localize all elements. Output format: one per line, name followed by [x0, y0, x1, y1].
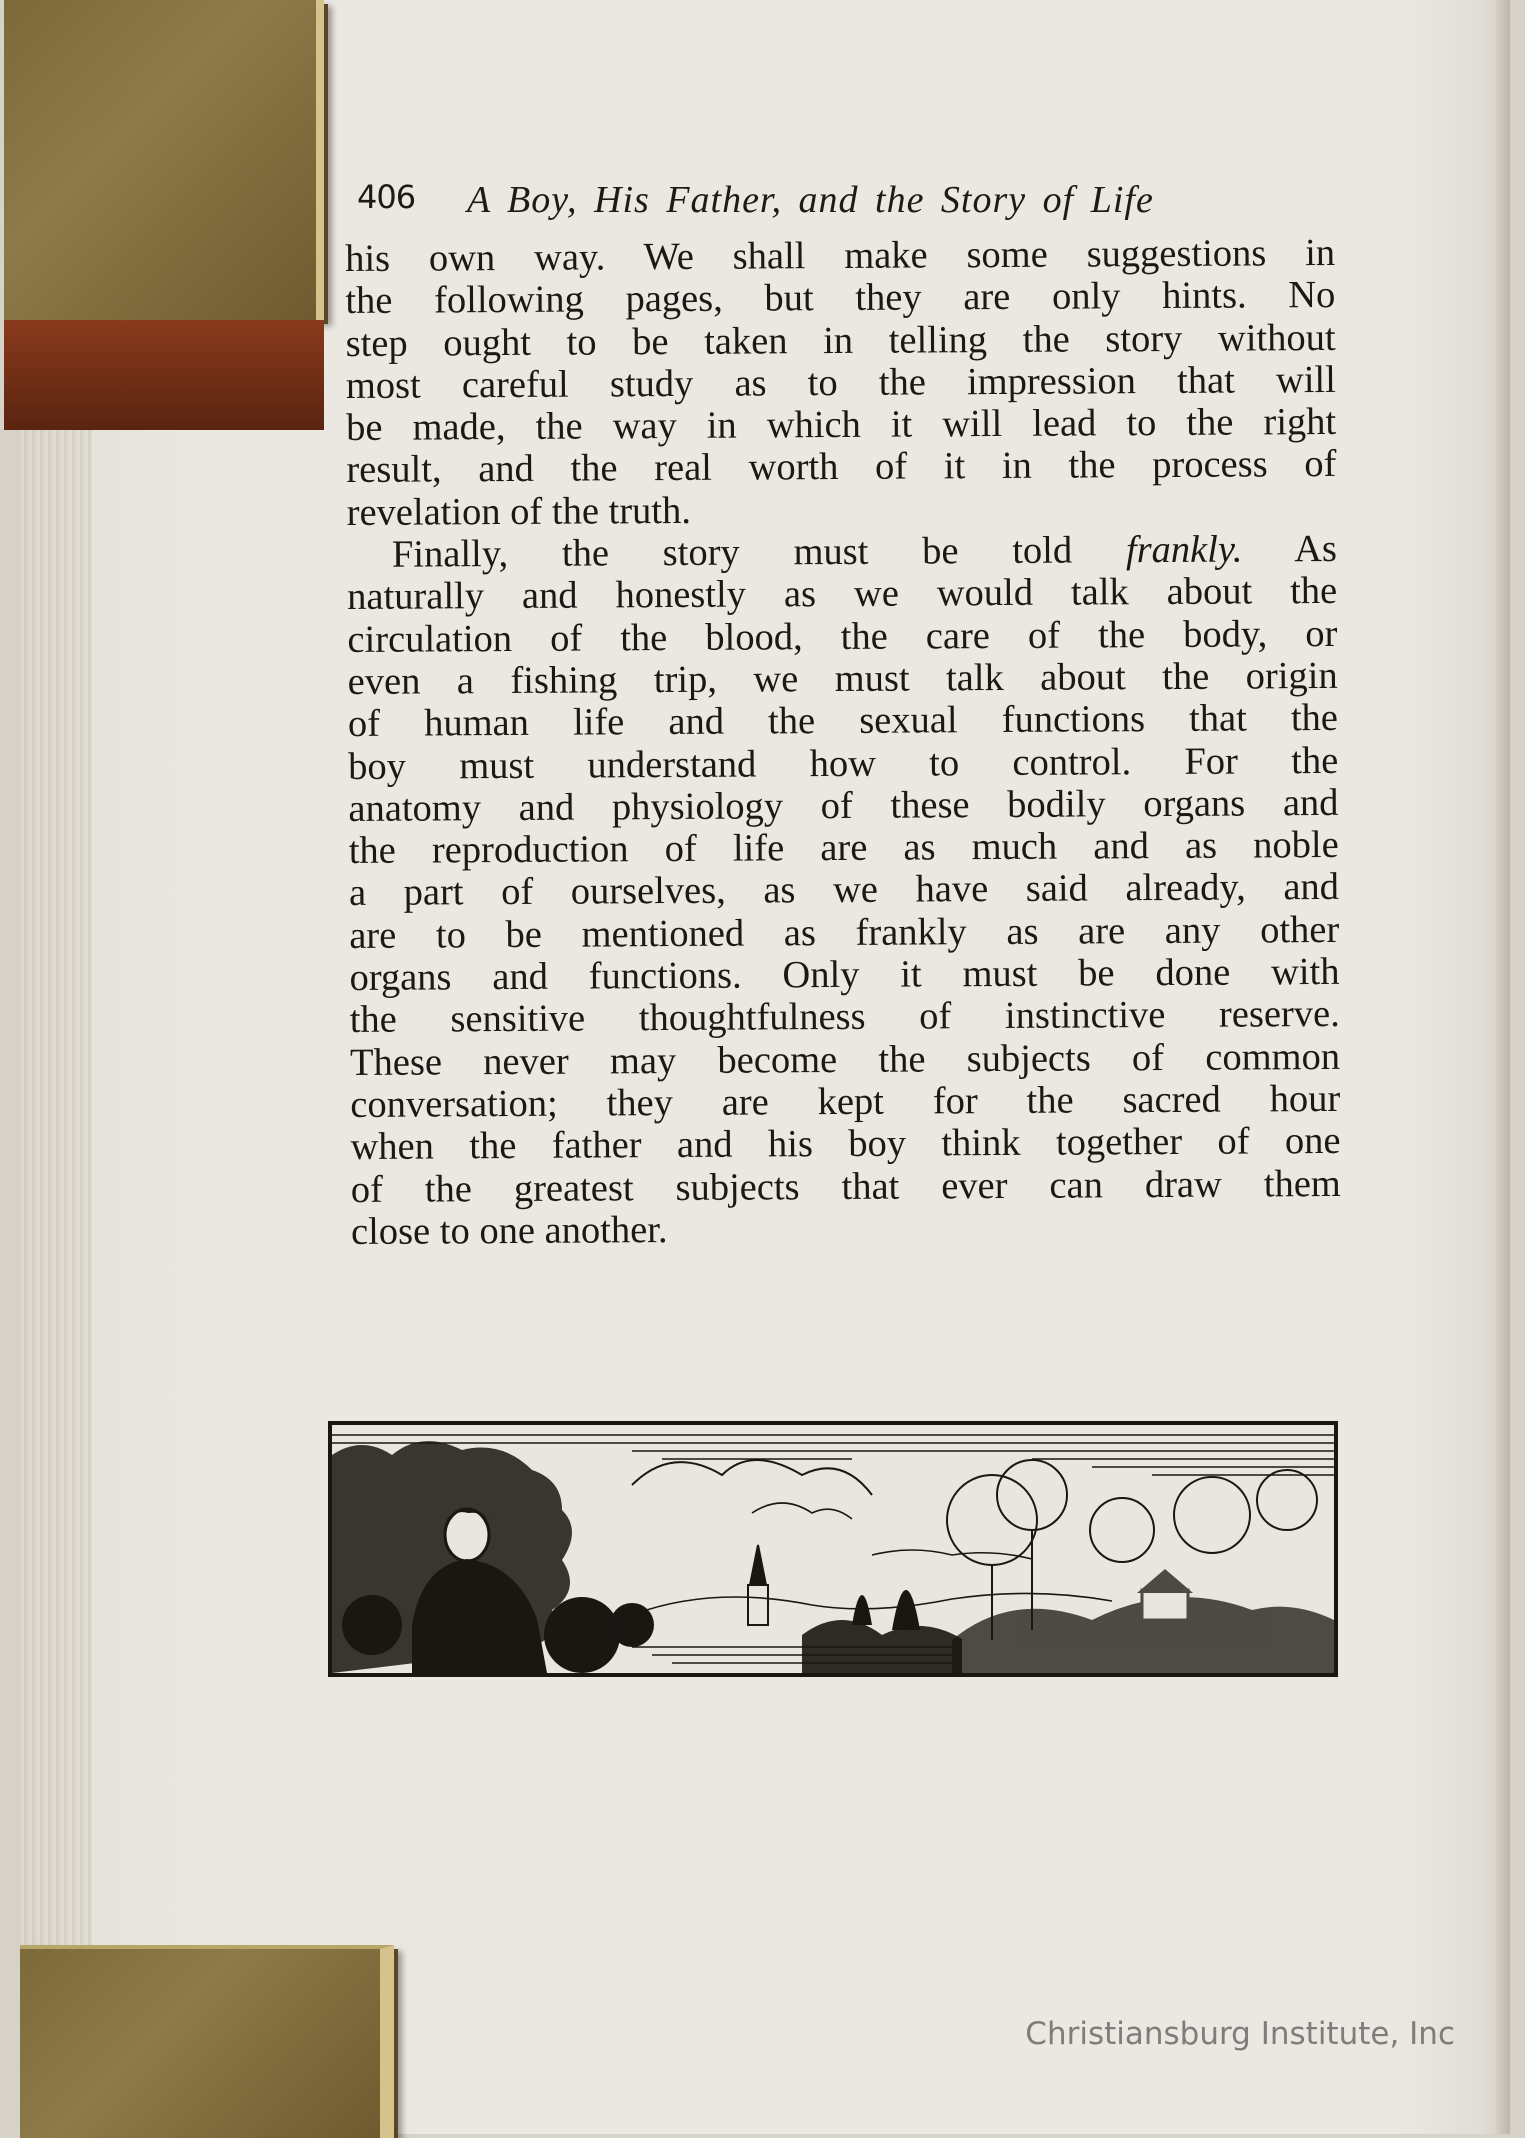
text-line: naturally and honestly as we would talk about the — [347, 570, 1338, 619]
text-line: his own way. We shall make some suggestions in — [345, 231, 1336, 280]
text-line: anatomy and physiology of these bodily organs and — [348, 781, 1339, 830]
text-line: organs and functions. Only it must be done with — [349, 950, 1340, 1000]
text-line: even a fishing trip, we must talk about the origin — [347, 654, 1338, 703]
italic-emphasis: frankly. — [1125, 528, 1243, 572]
paragraph-2 — [347, 528, 1341, 1253]
archival-tab-top — [4, 0, 324, 320]
running-title: A Boy, His Father, and the Story of Life — [467, 179, 1154, 221]
text-line: be made, the way in which it will lead to the right — [346, 401, 1337, 450]
landscape-illustration — [328, 1421, 1338, 1677]
text-line: the sensitive thoughtfulness of instinctive reserve. — [349, 993, 1340, 1042]
text-line: are to be mentioned as frankly as are any other — [349, 908, 1340, 957]
text-line: the reproduction of life are as much and as noble — [348, 824, 1339, 873]
text-line: the following pages, but they are only hints. No — [345, 274, 1336, 323]
text-line: boy must understand how to control. For the — [348, 739, 1339, 788]
text-line: These never may become the subjects of common — [349, 1035, 1341, 1084]
text-line-with-italic: Finally, the story must be told frankly. As — [391, 528, 1338, 576]
landscape-engraving — [332, 1425, 1334, 1673]
text-line: revelation of the truth. — [346, 489, 692, 534]
archival-tab-bottom — [20, 1945, 394, 2138]
text-line: step ought to be taken in telling the story without — [345, 316, 1336, 365]
text-line: conversation; they are kept for the sacred hour — [350, 1077, 1341, 1126]
text-line: result, and the real worth of it in the process of — [346, 443, 1337, 492]
text-line: a part of ourselves, as we have said already, and — [348, 866, 1340, 915]
text-line: when the father and his boy think together of one — [350, 1120, 1341, 1169]
page-number: 406 — [357, 178, 416, 216]
page-header — [357, 178, 1337, 228]
page-right-edge — [1496, 0, 1510, 2134]
text-line: close to one another. — [350, 1208, 668, 1253]
text-line: of human life and the sexual functions that the — [347, 697, 1339, 746]
paragraph-1 — [345, 232, 1337, 534]
text-line: circulation of the blood, the care of the body, or — [347, 612, 1338, 661]
text-line: most careful study as to the impression that will — [345, 358, 1337, 407]
watermark: Christiansburg Institute, Inc — [1025, 2016, 1455, 2052]
body-text — [345, 232, 1341, 1253]
text-line: of the greatest subjects that ever can draw them — [350, 1162, 1341, 1211]
